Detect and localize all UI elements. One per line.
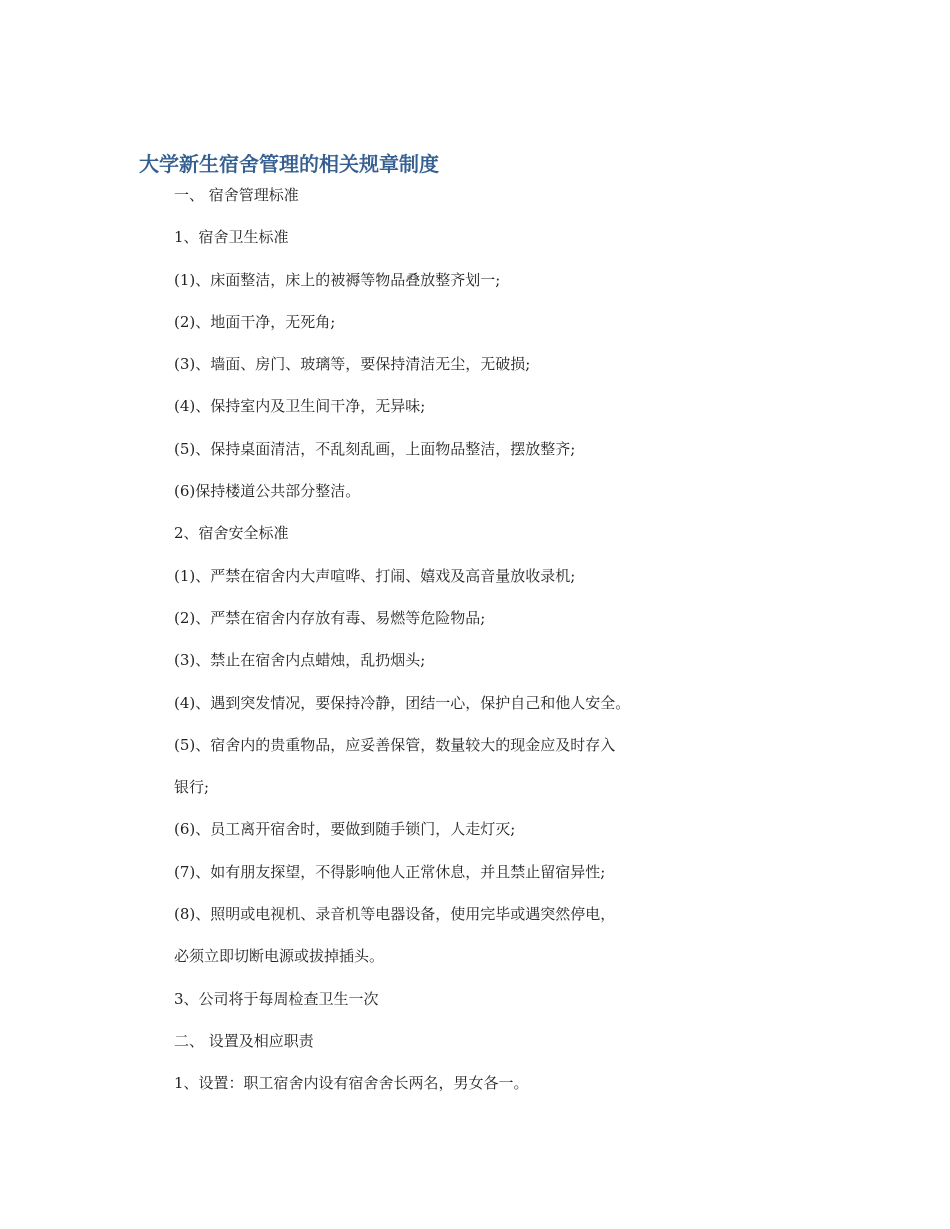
document-title: 大学新生宿舍管理的相关规章制度 — [139, 152, 439, 176]
subsection-heading: 1、宿舍卫生标准 — [174, 228, 289, 247]
subsection-heading: 2、宿舍安全标准 — [174, 524, 289, 543]
rule-item: 1、设置：职工宿舍内设有宿舍舍长两名，男女各一。 — [174, 1074, 529, 1093]
section-heading: 一、 宿舍管理标准 — [174, 186, 299, 204]
rule-item: (4)、遇到突发情况，要保持冷静，团结一心，保护自己和他人安全。 — [174, 693, 631, 712]
subsection-heading: 3、公司将于每周检查卫生一次 — [174, 989, 379, 1008]
rule-item: (6)保持楼道公共部分整洁。 — [174, 482, 361, 501]
rule-item: (5)、保持桌面清洁，不乱刻乱画，上面物品整洁，摆放整齐; — [174, 439, 576, 458]
rule-item-continuation: 必须立即切断电源或拔掉插头。 — [174, 947, 385, 966]
rule-item: (5)、宿舍内的贵重物品，应妥善保管，数量较大的现金应及时存入 — [174, 735, 616, 754]
rule-item: (2)、地面干净，无死角; — [174, 312, 336, 331]
rule-item: (6)、员工离开宿舍时，要做到随手锁门，人走灯灭; — [174, 820, 516, 839]
rule-item-continuation: 银行; — [174, 778, 210, 797]
rule-item: (3)、墙面、房门、玻璃等，要保持清洁无尘，无破损; — [174, 355, 531, 374]
rule-item: (7)、如有朋友探望，不得影响他人正常休息，并且禁止留宿异性; — [174, 862, 606, 881]
rule-item: (2)、严禁在宿舍内存放有毒、易燃等危险物品; — [174, 608, 486, 627]
rule-item: (1)、严禁在宿舍内大声喧哗、打闹、嬉戏及高音量放收录机; — [174, 566, 576, 585]
document-body — [174, 182, 894, 1113]
rule-item: (1)、床面整洁，床上的被褥等物品叠放整齐划一; — [174, 270, 501, 289]
rule-item: (4)、保持室内及卫生间干净，无异味; — [174, 397, 426, 416]
rule-item: (3)、禁止在宿舍内点蜡烛，乱扔烟头; — [174, 651, 426, 670]
section-heading: 二、 设置及相应职责 — [174, 1031, 314, 1050]
rule-item: (8)、照明或电视机、录音机等电器设备，使用完毕或遇突然停电， — [174, 905, 616, 924]
